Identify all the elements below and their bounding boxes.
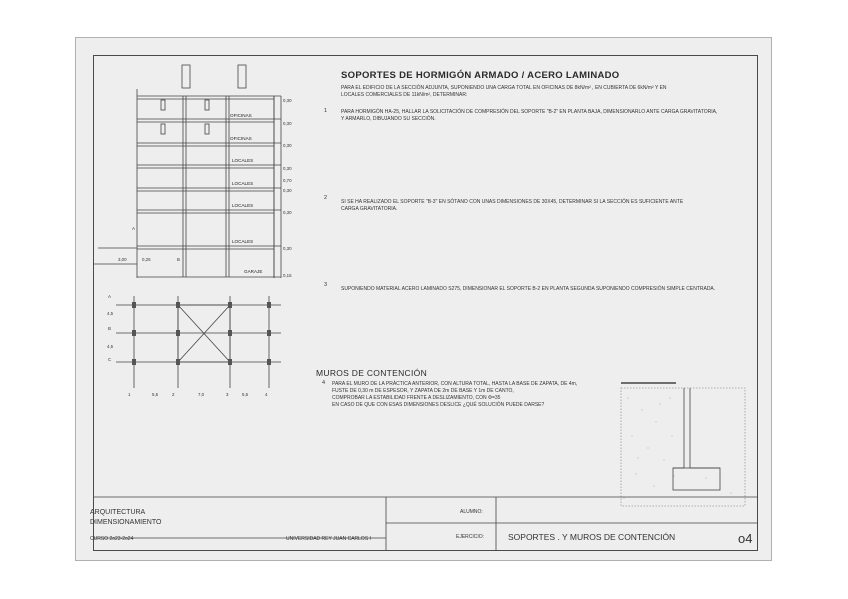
level-dim: 0,30 (283, 166, 292, 171)
alumno-label: ALUMNO: (460, 509, 483, 515)
drawing-sheet (75, 37, 772, 561)
bottom-dim: 0,25 (142, 257, 151, 262)
level-dim: 0,30 (283, 121, 292, 126)
sheet-number: o4 (738, 531, 753, 546)
page-title: SOPORTES DE HORMIGÓN ARMADO / ACERO LAMINADO (341, 70, 620, 81)
question-number: 1 (324, 108, 328, 114)
floor-label: GARAJE (244, 269, 263, 274)
subject-line: DIMENSIONAMIENTO (90, 519, 162, 526)
floor-label: OFICINAS (230, 113, 252, 118)
question-number: 4 (322, 380, 326, 386)
plan-col-label: 2 (172, 392, 175, 397)
university-label: UNIVERSIDAD REY JUAN CARLOS I (286, 536, 371, 542)
plan-col-dim: 5,5 (242, 392, 249, 397)
chimney-right (238, 65, 246, 88)
level-dim: 0,70 (283, 178, 292, 183)
question-line: PARA EL MURO DE LA PRÁCTICA ANTERIOR, CON ALTURA TOTAL, HASTA LA BASE DE ZAPATA, DE 4m, (332, 381, 578, 387)
plan-col-label: 1 (128, 392, 131, 397)
floor-label: LOCALES (232, 203, 254, 208)
floor-label: OFICINAS (230, 136, 252, 141)
course-label: CURSO 2o23-2o24 (90, 536, 134, 542)
plan-row-dim: 4,5 (107, 344, 114, 349)
question-line: Y ARMARLO, DIBUJANDO SU SECCIÓN. (341, 116, 436, 122)
question-line: EN CASO DE QUE CON ESAS DIMENSIONES DESLICE ¿QUÉ SOLUCIÓN PUEDE DARSE? (332, 402, 545, 408)
question-line: SI SE HA REALIZADO EL SOPORTE "B-3" EN SÓTANO CON UNAS DIMENSIONES DE 30X45, DETERMINAR SI LA SECCIÓN ES SUFICIENTE ANTE (341, 199, 684, 205)
level-dim: 0,30 (283, 143, 292, 148)
plan-col-dim: 7,0 (198, 392, 205, 397)
question-number: 3 (324, 282, 328, 288)
axis-label: A (132, 226, 135, 231)
plan-row-dim: 4,5 (107, 311, 114, 316)
plan-row-label: C (108, 357, 112, 362)
axis-label: B (177, 257, 180, 262)
question-line: FUSTE DE 0,30 m DE ESPESOR, Y ZAPATA DE 2m DE BASE Y 1m DE CANTO, (332, 388, 514, 394)
level-dim: 0,30 (283, 210, 292, 215)
question-number: 2 (324, 195, 328, 201)
level-dim: 0,15 (283, 273, 292, 278)
plan-col-label: 4 (265, 392, 268, 397)
level-dim: 0,30 (283, 98, 292, 103)
bottom-dim: 3,00 (118, 257, 127, 262)
question-line: SUPONIENDO MATERIAL ACERO LAMINADO S275, DIMENSIONAR EL SOPORTE B-2 EN PLANTA SEGUNDA SUPONIENDO COMPRESIÓN SIMPLE CENTRADA. (341, 286, 716, 292)
question-line: CARGA GRAVITATORIA. (341, 206, 398, 212)
question-line: COMPROBAR LA ESTABILIDAD FRENTE A DESLIZAMIENTO, CON Φ=35 (332, 395, 501, 401)
level-dim: 0,30 (283, 188, 292, 193)
question-line: PARA HORMIGÓN HA-25, HALLAR LA SOLICITACIÓN DE COMPRESIÓN DEL SOPORTE "B-2" EN PLANTA BAJA, DIMENSIONARLO ANTE CARGA GRAVITATORIA, (341, 109, 718, 115)
floor-label: LOCALES (232, 158, 254, 163)
section-title-muros: MUROS DE CONTENCIÓN (316, 368, 428, 378)
floor-label: LOCALES (232, 181, 254, 186)
ejercicio-label: EJERCICIO: (456, 534, 485, 540)
subject-line: ARQUITECTURA (90, 509, 146, 516)
level-dim: 0,30 (283, 246, 292, 251)
floor-label: LOCALES (232, 239, 254, 244)
plan-col-label: 3 (226, 392, 229, 397)
plan-row-label: B (108, 326, 111, 331)
plan-row-label: A (108, 294, 111, 299)
intro-line: PARA EL EDIFICIO DE LA SECCIÓN ADJUNTA, SUPONIENDO UNA CARGA TOTAL EN OFICINAS DE 8kN/m² , EN CUBIERTA DE 6kN/m² Y EN (341, 85, 667, 91)
ejercicio-value: SOPORTES . Y MUROS DE CONTENCIÓN (508, 532, 676, 542)
plan-col-dim: 5,5 (152, 392, 159, 397)
chimney-left (182, 65, 190, 88)
intro-line: LOCALES COMERCIALES DE 11kN/m², DETERMINAR: (341, 92, 468, 98)
